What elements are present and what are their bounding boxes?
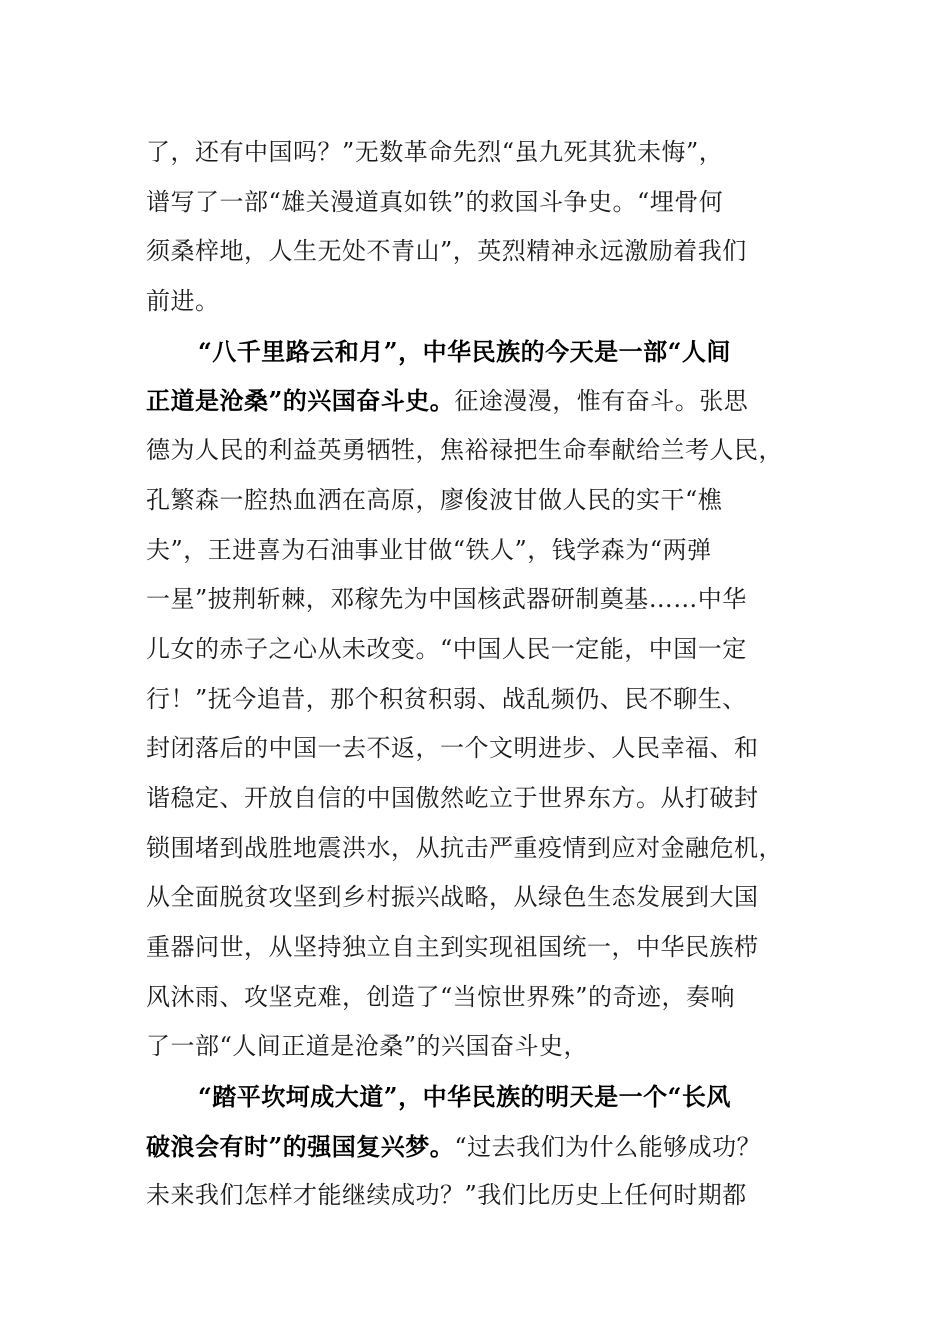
- text-line: [146, 824, 804, 874]
- bold-text-segment: 正道是沧桑”的兴国奋斗史。: [146, 386, 455, 416]
- text-line: [146, 277, 804, 327]
- text-segment: 了一部“人间正道是沧桑”的兴国奋斗史，: [146, 1032, 589, 1061]
- text-segment: 从全面脱贫攻坚到乡村振兴战略，从绿色生态发展到大国: [146, 883, 759, 912]
- text-segment: 前进。: [146, 287, 220, 316]
- bold-text-segment: “踏平坎坷成大道”，中华民族的明天是一个“长风: [198, 1082, 731, 1112]
- text-line: [146, 376, 804, 426]
- text-line: [146, 625, 804, 675]
- text-line: [146, 178, 804, 228]
- text-segment: 了，还有中国吗？”无数革命先烈“虽九死其犹未悔”，: [146, 138, 724, 166]
- text-segment: 重器问世，从坚持独立自主到实现祖国统一，中华民族栉: [146, 933, 759, 961]
- text-segment: 锁围堵到战胜地震洪水，从抗击严重疫情到应对金融危机，: [146, 833, 783, 862]
- text-segment: 须桑梓地，人生无处不青山”，英烈精神永远激励着我们: [146, 237, 747, 266]
- text-segment: 封闭落后的中国一去不返，一个文明进步、人民幸福、和: [146, 734, 759, 763]
- text-line: [146, 1072, 804, 1122]
- text-segment: 行！”抚今追昔，那个积贫积弱、战乱频仍、民不聊生、: [146, 684, 747, 713]
- text-segment: “过去我们为什么能够成功？: [454, 1132, 762, 1161]
- text-line: [146, 227, 804, 277]
- text-line: [146, 128, 804, 178]
- text-segment: 未来我们怎样才能继续成功？”我们比历史上任何时期都: [146, 1181, 747, 1210]
- document-body-text: [146, 128, 804, 1221]
- text-segment: 孔繁森一腔热血洒在高原，廖俊波甘做人民的实干“樵: [146, 485, 723, 514]
- text-line: [146, 1122, 804, 1172]
- text-line: [146, 1022, 804, 1072]
- text-segment: 风沐雨、攻坚克难，创造了“当惊世界殊”的奇迹，奏响: [146, 982, 736, 1011]
- text-line: [146, 724, 804, 774]
- text-line: [146, 675, 804, 725]
- text-line: [146, 575, 804, 625]
- text-line: [146, 1171, 804, 1221]
- text-segment: 征途漫漫，惟有奋斗。张思: [454, 387, 749, 416]
- text-segment: 儿女的赤子之心从未改变。“中国人民一定能，中国一定: [146, 634, 747, 663]
- text-line: [146, 973, 804, 1023]
- text-line: [146, 873, 804, 923]
- text-line: [146, 774, 804, 824]
- text-line: [146, 327, 804, 377]
- text-segment: 德为人民的利益英勇牺牲，焦裕禄把生命奉献给兰考人民，: [146, 436, 783, 465]
- text-segment: 一星”披荆斩棘，邓稼先为中国核武器研制奠基……中华: [146, 585, 747, 614]
- text-segment: 夫”，王进喜为石油事业甘做“铁人”，钱学森为“两弹: [146, 535, 712, 564]
- text-line: [146, 476, 804, 526]
- text-line: [146, 923, 804, 973]
- bold-text-segment: 破浪会有时”的强国复兴梦。: [146, 1131, 455, 1161]
- text-segment: 谐稳定、开放自信的中国傲然屹立于世界东方。从打破封: [146, 783, 759, 812]
- text-line: [146, 526, 804, 576]
- bold-text-segment: “八千里路云和月”，中华民族的今天是一部“人间: [198, 336, 731, 366]
- text-segment: 谱写了一部“雄关漫道真如铁”的救国斗争史。“埋骨何: [146, 187, 724, 216]
- text-line: [146, 426, 804, 476]
